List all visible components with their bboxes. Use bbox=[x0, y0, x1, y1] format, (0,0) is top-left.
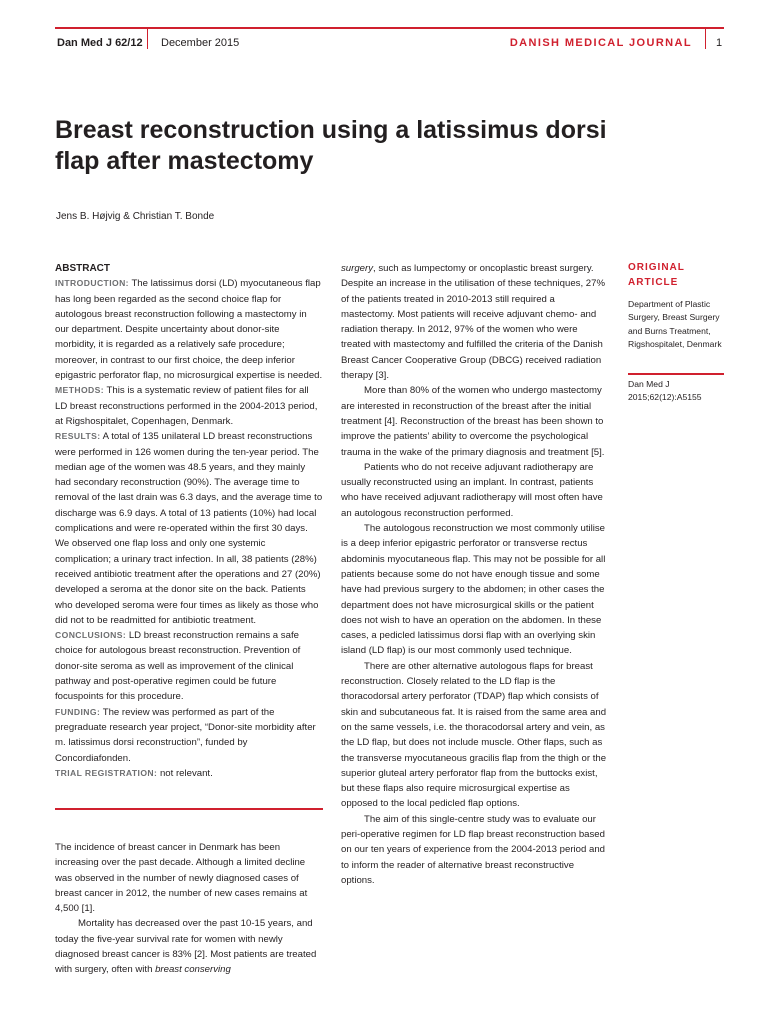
section-text: A total of 135 unilateral LD breast reconstructions were performed in 126 women during the ten-year period. The median age of the women was 48.5 years, and they mainly had secondary reconstruction (90%). The average time to removal of the last drain was 6.3 days, and the average time to discharge was 6.9 days. A total of 13 patients (10%) had local complications and were re-operated within the first 30 days. We observed one flap loss and only one systemic complication; a urinary tract infection. In all, 38 patients (28%) received antibiotic treatment after the operations and 27 (20%) developed a seroma at the donor site on the back. Patients who developed seroma were four times as likely as those who did not to be readmitted for antibiotic treatment. bbox=[55, 431, 323, 626]
body-paragraph: The incidence of breast cancer in Denmark has been increasing over the past decade. Although a limited decline was observed in the number of newly diagnosed cases of breast cancer in 2012, the number of new cases remains at 4,500 [1]. bbox=[55, 842, 308, 915]
section-label: METHODS: bbox=[55, 385, 105, 396]
section-label: TRIAL REGISTRATION: bbox=[55, 767, 158, 778]
section-label: CONCLUSIONS: bbox=[55, 630, 127, 641]
abstract-trial-registration bbox=[55, 766, 323, 781]
header-divider bbox=[147, 27, 148, 49]
journal-issue: Dan Med J 62/12 bbox=[57, 37, 143, 49]
body-paragraph bbox=[55, 916, 320, 977]
journal-name: DANISH MEDICAL JOURNAL bbox=[509, 37, 692, 49]
article-type: ORIGINAL ARTICLE bbox=[628, 262, 685, 288]
body-paragraph: There are other alternative autologous flaps for breast reconstruction. Closely related to the LD flap is the thoracodorsal artery perforator (TDAP) flap which consists of skin and subcutaneous fat. It is raised from the same area and on the same vessels, i.e. the thoracodorsal artery and vein, as the LD flap, but does not include muscle. Other flaps, such as the transverse myocutaneous gracilis flap from the thigh or the superior gluteal artery perforator flap from the buttocks exist, but these flaps also require microsurgical expertise as opposed to the local pedicled flap options. bbox=[341, 660, 607, 810]
paragraph-text: , such as lumpectomy or oncoplastic breast surgery. Despite an increase in the utilisation of these techniques, 27% of the patients treated in 2010-2013 still required a mastectomy. Most patients will receive adjuvant chemo- and radiation therapy. In 2012, 97% of the women who were treated with mastectomy and fulfilled the criteria of the Danish Breast Cancer Cooperative Group (DBCG) received radiation therapy [3]. bbox=[341, 263, 605, 382]
abstract-introduction bbox=[55, 276, 323, 383]
page-number: 1 bbox=[716, 37, 723, 49]
abstract-rule bbox=[55, 808, 323, 810]
body-paragraph: More than 80% of the women who undergo mastectomy are interested in reconstruction of the breast after the initial treatment [4]. Reconstruction of the breast has been shown to improve the patients’ ability to overcome the psychological trauma in the wake of the primary diagnosis and treatment [5]. bbox=[341, 385, 605, 458]
body-column-left bbox=[55, 840, 320, 978]
body-paragraph: Patients who do not receive adjuvant radiotherapy are usually reconstructed using an implant. In contrast, patients who have received adjuvant radiotherapy will most often have an autologous reconstruction performed. bbox=[341, 461, 603, 519]
section-text: The latissimus dorsi (LD) myocutaneous flap has long been regarded as the second choice flap for autologous breast reconstruction following a mastectomy in our department. Despite uncertainty about donor-site morbidity, it is regarded as a relatively safe procedure; moreover, in contrast to our first choice, the deep inferior epigastric perforator flap, no microsurgical expertise is needed. bbox=[55, 278, 323, 382]
abstract-results bbox=[55, 429, 323, 628]
article-title: Breast reconstruction using a latissimus dorsi flap after mastectomy bbox=[55, 116, 607, 175]
body-paragraph: The autologous reconstruction we most commonly utilise is a deep inferior epigastric perforator or transverse rectus abdominis myocutaneous flap. This may not be possible for all patients because some do not have enough tissue and some have had previous surgery to the abdomen; in other cases the department does not have microsurgical skills or the patient does not wish to have an operation on the abdomen. In these cases, a pedicled latissimus dorsi flap with an overlying skin island (LD flap) is our most commonly used technique. bbox=[341, 523, 606, 657]
section-label: INTRODUCTION: bbox=[55, 278, 129, 289]
body-paragraph bbox=[341, 261, 608, 383]
section-label: FUNDING: bbox=[55, 706, 101, 717]
body-column-right bbox=[341, 261, 608, 888]
section-text: not relevant. bbox=[157, 767, 213, 779]
section-text: This is a systematic review of patient files for all LD breast reconstructions performed in the 2004-2013 period, at Rigshospitalet, Copenhagen, Denmark. bbox=[55, 385, 318, 427]
abstract-funding bbox=[55, 705, 323, 766]
paragraph-italic-text: surgery bbox=[341, 263, 373, 274]
body-paragraph: The aim of this single-centre study was to evaluate our peri-operative regimen for LD flap breast reconstruction based on our ten years of experience from the 2004-2013 period and to inform the reader of alternative breast reconstructive options. bbox=[341, 813, 606, 886]
abstract-conclusions bbox=[55, 628, 323, 704]
abstract-methods bbox=[55, 383, 323, 429]
section-text: LD breast reconstruction remains a safe choice for autologous breast reconstruction. Prevention of donor-site seroma as well as improvement of the clinical pathway and post-operative regimen could be future focuspoints for this procedure. bbox=[55, 630, 301, 703]
article-authors: Jens B. Højvig & Christian T. Bonde bbox=[56, 211, 215, 222]
abstract-heading: ABSTRACT bbox=[55, 263, 110, 274]
sidebar-rule bbox=[628, 373, 724, 375]
author-affiliation: Department of Plastic Surgery, Breast Surgery and Burns Treatment, Rigshospitalet, Denmark bbox=[628, 299, 722, 349]
paragraph-text: Mortality has decreased over the past 10-15 years, and today the five-year survival rate for women with newly diagnosed breast cancer is 83% [2]. Most patients are treated with surgery, often with bbox=[55, 918, 317, 976]
paragraph-italic-text: breast conserving bbox=[155, 964, 231, 976]
section-text: The review was performed as part of the pregraduate research year project, “Donor-site morbidity after m. latissimus dorsi reconstruction”, funded by Concordiafonden. bbox=[55, 706, 316, 764]
article-citation: Dan Med J 2015;62(12):A5155 bbox=[628, 379, 702, 403]
header-rule bbox=[55, 27, 724, 29]
abstract-block bbox=[55, 261, 323, 781]
issue-date: December 2015 bbox=[161, 37, 240, 49]
section-label: RESULTS: bbox=[55, 431, 101, 442]
header-divider bbox=[705, 27, 706, 49]
